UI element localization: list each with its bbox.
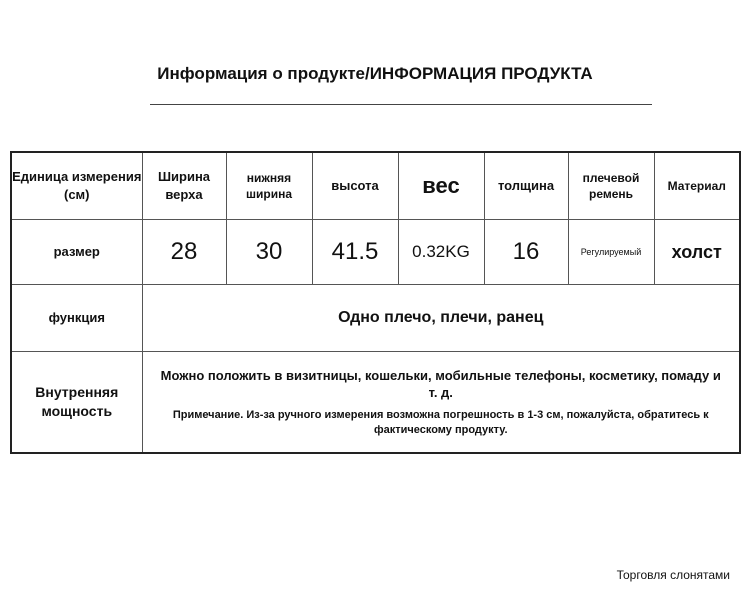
footer-brand: Торговля слонятами (616, 568, 730, 582)
capacity-note: Примечание. Из-за ручного измерения возможна погрешность в 1-3 см, пожалуйста, обратитесь к фактическому продукту. (172, 408, 709, 436)
size-weight: 0.32KG (398, 220, 484, 285)
header-weight: вес (398, 152, 484, 220)
header-strap: плечевой ремень (568, 152, 654, 220)
header-row (11, 152, 740, 220)
capacity-label: Внутренняя мощность (11, 352, 142, 454)
size-thickness: 16 (484, 220, 568, 285)
capacity-cell (142, 352, 740, 454)
size-row (11, 220, 740, 285)
size-material: холст (654, 220, 740, 285)
header-material: Материал (654, 152, 740, 220)
size-bottom-width: 30 (226, 220, 312, 285)
function-value: Одно плечо, плечи, ранец (142, 285, 740, 352)
header-top-width: Ширина верха (142, 152, 226, 220)
size-strap: Регулируемый (568, 220, 654, 285)
capacity-value: Можно положить в визитницы, кошельки, мобильные телефоны, косметику, помаду и т. д. (160, 367, 721, 401)
size-label: размер (11, 220, 142, 285)
product-spec-table (10, 151, 741, 454)
capacity-row (11, 352, 740, 454)
size-height: 41.5 (312, 220, 398, 285)
header-unit: Единица измерения (см) (11, 152, 142, 220)
header-thickness: толщина (484, 152, 568, 220)
header-height: высота (312, 152, 398, 220)
header-bottom-width: нижняя ширина (226, 152, 312, 220)
function-label: функция (11, 285, 142, 352)
title-divider (150, 104, 652, 105)
function-row (11, 285, 740, 352)
size-top-width: 28 (142, 220, 226, 285)
page-title: Информация о продукте/ИНФОРМАЦИЯ ПРОДУКТА (157, 64, 593, 83)
